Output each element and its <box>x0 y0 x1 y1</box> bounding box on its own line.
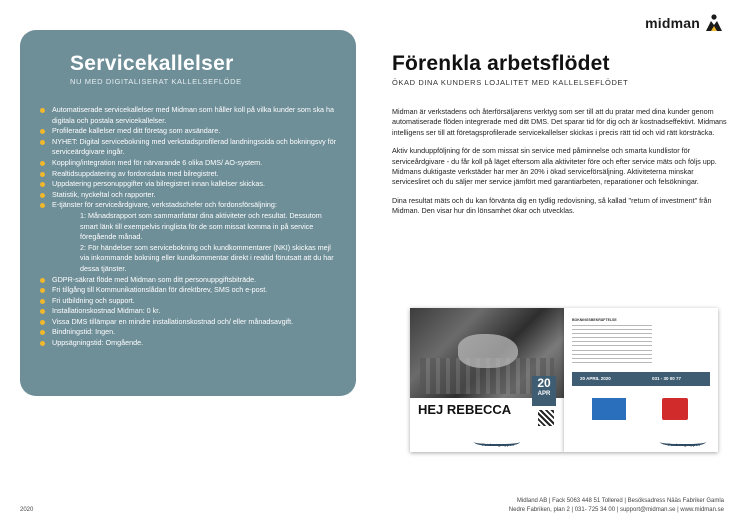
list-item: Uppsägningstid: Omgående. <box>38 338 338 349</box>
back-date: 20 APRIL 2020 <box>580 376 611 381</box>
back-brand: Fordonsgruppen <box>668 442 700 447</box>
list-item: Statistik, nyckeltal och rapporter. <box>38 190 338 201</box>
section-subtitle: ÖKAD DINA KUNDERS LOJALITET MED KALLELSEFLÖDET <box>392 78 629 87</box>
list-item: GDPR-säkrat flöde med Midman som ditt personuppgiftsbiträde. <box>38 275 338 286</box>
paragraph: Aktiv kunduppföljning för de som missat sin service med påminnelse och smarta kundlistor för serviceårdgivare - du får koll på läget eftersom alla aktiviteter före och efter service mäts och följs upp. Midmans duktigaste verkstäder har mer än 20% i ökad serviceförsäljning. Aktiviteterna minskar servicesliret och du säljer mer service jämfört med garantiarbeten, reparationer och felsökningar. <box>392 146 717 187</box>
logo-text: midman <box>645 15 700 31</box>
list-item: Bindningstid: Ingen. <box>38 327 338 338</box>
list-item: Installationskostnad Midman: 0 kr. <box>38 306 338 317</box>
date-badge: 20 APR <box>532 376 556 406</box>
person-logo-icon <box>704 14 724 32</box>
back-phone: 031 - 30 00 77 <box>652 376 682 381</box>
workflow-section <box>392 52 728 225</box>
list-item <box>38 200 338 274</box>
footer-line: Midland AB | Fack 5063 448 51 Tollered | Besöksadress Nääs Fabriker Gamla <box>516 498 724 504</box>
postcard-front-image <box>410 308 564 452</box>
qr-code-icon <box>538 410 554 426</box>
panel-title: Servicekallelser <box>70 52 234 75</box>
postcard-back-image <box>564 308 718 452</box>
list-item: Fri utbildning och support. <box>38 296 338 307</box>
list-item-text: E-tjänster för serviceårdgivare, verkstadschefer och fordonsförsäljning: <box>52 200 277 210</box>
ad-image <box>592 398 626 420</box>
footer-year: 2020 <box>20 507 34 513</box>
ad-image <box>662 398 688 420</box>
midman-logo <box>645 14 724 32</box>
footer-contact <box>509 497 724 515</box>
back-heading: BOKNINGSBEKRÄFTELSE <box>572 318 617 322</box>
footer-line: Nedre Fabriken, plan 2 | 031- 725 34 00 | support@midman.se | www.midman.se <box>508 507 724 513</box>
list-item: Koppling/integration med för närvarande 6 olika DMS/ AO-system. <box>38 158 338 169</box>
panel-subtitle: NU MED DIGITALISERAT KALLELSEFLÖDE <box>70 77 242 86</box>
sub-item: 2: För händelser som servicebokning och kundkommentarer (NKI) skickas mejl via inkommande bokning eller kundkommentar direkt i realtid förutsatt att du har dessa tjänster. <box>80 242 334 273</box>
list-item: Automatiserade servicekallelser med Midman som håller koll på vilka kunder som ska ha digitala och postala servicekallelser. <box>38 105 338 126</box>
list-item: Uppdatering personuppgifter via bilregistret innan kallelser skickas. <box>38 179 338 190</box>
section-title: Förenkla arbetsflödet <box>392 52 610 75</box>
list-item: NYHET: Digital servicebokning med verkstadsprofilerad landningssida och bokningsvy för serviceärdgivare ingår. <box>38 137 338 158</box>
sub-item: 1: Månadsrapport som sammanfattar dina aktiviteter och resultat. Dessutom smart länk till exempelvis ringlista för de som missat komma in på service föregående månad. <box>80 210 322 242</box>
feature-list <box>38 105 338 349</box>
list-item: Vissa DMS tillämpar en mindre installationskostnad och/ eller månadsavgift. <box>38 317 338 328</box>
postcard-greeting: HEJ REBECCA <box>418 402 512 417</box>
body-text <box>392 107 728 217</box>
list-item: Realtidsuppdatering av fordonsdata med bilregistret. <box>38 169 338 180</box>
paragraph: Midman är verkstadens och återförsäljarens verktyg som ser till att du pratar med dina kunder genom automatiserade flöden integrerade med ditt DMS. Det sparar tid för dig och är kostnadseffektivt. Midmans intelligens ser till att företagsprofilerade servicekallelser skickas i precis rätt tid och vid rätt körsträcka. <box>392 107 727 137</box>
paragraph: Dina resultat mäts och du kan förvänta dig en tydlig redovisning, så kallad "return of investment" från Midman. Den visar hur din lönsamhet ökar och utvecklas. <box>392 195 712 216</box>
postcard-brand: Fordonsgruppen <box>482 442 514 447</box>
list-item: Profilerade kallelser med ditt företag som avsändare. <box>38 126 338 137</box>
booking-band <box>572 372 710 386</box>
list-item: Fri tillgång till Kommunikationslådan för direktbrev, SMS och e-post. <box>38 285 338 296</box>
service-panel <box>20 30 356 396</box>
